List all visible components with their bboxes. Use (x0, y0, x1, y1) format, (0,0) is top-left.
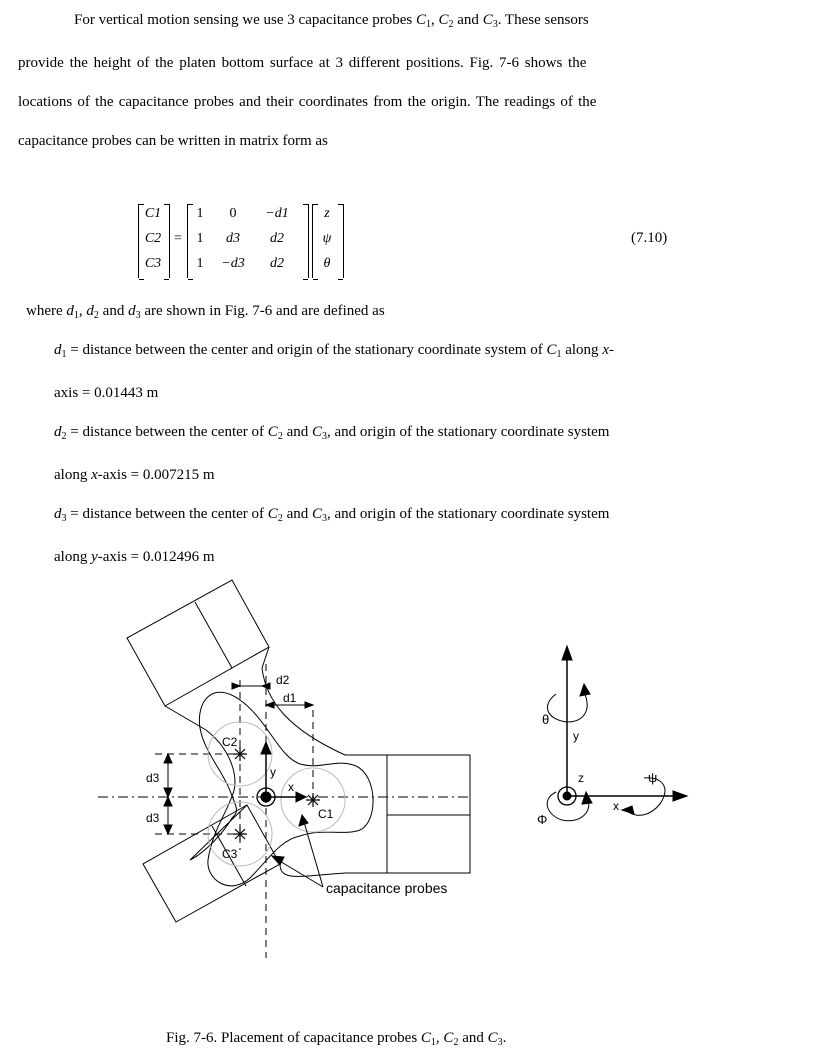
text-fragment: . These sensors (497, 12, 589, 28)
text-fragment: = distance between the center of (66, 424, 268, 440)
text-fragment: = distance between the center of (66, 506, 268, 522)
subscript: 1 (73, 310, 79, 321)
subscript: 3 (135, 310, 141, 321)
figure-7-6 (0, 560, 832, 1020)
text-fragment: , (431, 12, 439, 28)
text-fragment: along (561, 342, 603, 358)
symbol-d: d (128, 303, 136, 319)
c2-center-marker (233, 747, 247, 761)
c1-center-marker (306, 793, 320, 807)
symbol-c: C (311, 424, 322, 440)
label-d3-upper: d3 (146, 771, 160, 785)
lhs-c3: C3 (144, 256, 162, 271)
text-line: capacitance probes can be written in matrix form as (18, 133, 328, 149)
text-fragment: . (502, 1030, 507, 1046)
text-line: provide the height of the platen bottom surface at 3 different positions. Fig. 7-6 shows the (18, 55, 587, 71)
text-fragment: and (453, 12, 483, 28)
label-d1: d1 (283, 691, 297, 705)
matrix-cell: d2 (270, 256, 284, 271)
lhs-c2: C2 (144, 231, 162, 246)
label-frame-x: x (613, 799, 619, 813)
label-local-y: y (270, 765, 276, 779)
text-fragment: along (54, 549, 92, 565)
text-fragment: and (282, 506, 312, 522)
text-fragment: and (282, 424, 312, 440)
matrix-cell: 1 (196, 206, 204, 221)
equation-number: (7.10) (631, 230, 668, 246)
definitions (54, 331, 694, 577)
label-c2: C2 (222, 735, 238, 749)
subscript: 2 (93, 310, 99, 321)
symbol-y: y (91, 549, 98, 565)
symbol-d: d (54, 424, 62, 440)
label-d2: d2 (276, 673, 290, 687)
def-d1-line2: axis = 0.01443 m (54, 385, 159, 401)
subscript: 1 (61, 349, 67, 360)
text-fragment: - (608, 342, 614, 358)
subscript: 3 (497, 1037, 503, 1048)
text-line (18, 1, 678, 44)
subscript: 1 (430, 1037, 436, 1048)
text-fragment: where (26, 303, 67, 319)
text-fragment: , and origin of the stationary coordinate system (327, 424, 610, 440)
label-theta: θ (542, 712, 550, 727)
symbol-c: C (267, 424, 278, 440)
subscript: 1 (426, 19, 431, 30)
text-fragment: along (54, 467, 92, 483)
label-psi: ψ (648, 770, 658, 785)
symbol-d: d (54, 342, 62, 358)
def-d1-line1 (54, 331, 694, 374)
def-d3-line1 (54, 495, 694, 538)
symbol-d: d (66, 303, 74, 319)
subscript: 3 (61, 513, 67, 524)
symbol-c: C (487, 1030, 498, 1046)
label-c1: C1 (318, 807, 334, 821)
symbol-d: d (54, 506, 62, 522)
symbol-c: C (420, 1030, 431, 1046)
matrix-cell: d2 (270, 231, 284, 246)
subscript: 3 (322, 513, 327, 524)
equals-sign: = (174, 231, 182, 246)
lower-arm-rect (143, 805, 280, 922)
text-fragment: , (78, 303, 87, 319)
paragraph-intro (18, 1, 678, 161)
matrix-cell: d3 (226, 231, 240, 246)
text-line: locations of the capacitance probes and their coordinates from the origin. The readings of the (18, 94, 597, 110)
label-local-x: x (288, 780, 294, 794)
matrix-cell: 1 (196, 231, 204, 246)
rhs-psi: ψ (322, 231, 332, 246)
subscript: 3 (322, 431, 327, 442)
upper-arm-rect (127, 580, 269, 706)
symbol-d: d (86, 303, 94, 319)
text-fragment: are shown in Fig. 7-6 and are defined as (140, 303, 385, 319)
text-fragment: , (435, 1030, 444, 1046)
rhs-theta: θ (323, 256, 331, 271)
subscript: 2 (453, 1037, 459, 1048)
text-fragment: Fig. 7-6. Placement of capacitance probes (166, 1030, 421, 1046)
label-frame-y: y (573, 729, 579, 743)
symbol-c: C (443, 1030, 454, 1046)
lhs-c1: C1 (144, 206, 162, 221)
subscript: 2 (448, 19, 454, 30)
text-fragment: and (458, 1030, 488, 1046)
label-d3-lower: d3 (146, 811, 160, 825)
subscript: 1 (556, 349, 562, 360)
c3-center-marker (233, 827, 247, 841)
text-fragment: -axis = 0.012496 m (97, 549, 215, 565)
symbol-c: C (546, 342, 557, 358)
right-arm-rect (387, 755, 470, 873)
symbol-c: C (482, 12, 493, 28)
matrix-cell: 1 (196, 256, 204, 271)
rhs-z: z (324, 206, 330, 221)
symbol-c: C (438, 12, 449, 28)
def-d2-line2 (54, 456, 694, 495)
subscript: 2 (277, 513, 283, 524)
subscript: 3 (492, 19, 498, 30)
symbol-c: C (311, 506, 322, 522)
figure-caption (166, 1030, 506, 1048)
equation-7-10 (138, 204, 678, 280)
label-frame-z: z (578, 771, 584, 785)
text-fragment: , and origin of the stationary coordinate system (327, 506, 610, 522)
symbol-c: C (267, 506, 278, 522)
def-d2-line1 (54, 413, 694, 456)
matrix-cell: −d3 (221, 256, 245, 271)
text-fragment: = distance between the center and origin of the stationary coordinate system of (66, 342, 547, 358)
label-c3: C3 (222, 847, 238, 861)
subscript: 2 (61, 431, 67, 442)
upper-arm-divider (195, 602, 232, 668)
matrix-cell: −d1 (265, 206, 289, 221)
label-capacitance-probes: capacitance probes (326, 880, 448, 896)
subscript: 2 (277, 431, 283, 442)
label-phi: Φ (537, 812, 548, 827)
matrix-cell: 0 (229, 206, 237, 221)
symbol-x: x (602, 342, 609, 358)
symbol-x: x (91, 467, 98, 483)
text-fragment: -axis = 0.007215 m (97, 467, 215, 483)
symbol-c: C (415, 12, 426, 28)
where-line (26, 292, 385, 335)
text-fragment: For vertical motion sensing we use 3 capacitance probes (74, 12, 416, 28)
text-fragment: and (98, 303, 129, 319)
